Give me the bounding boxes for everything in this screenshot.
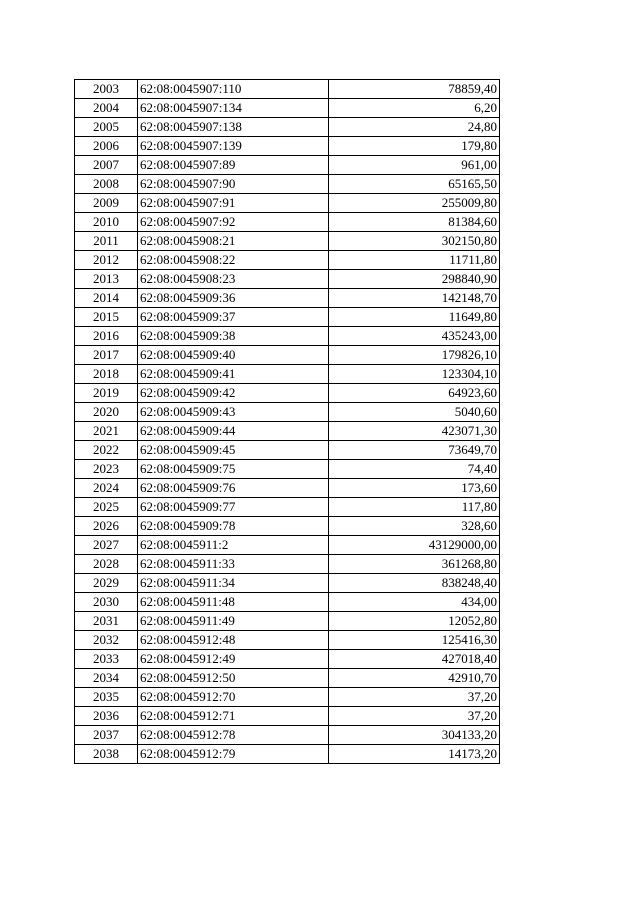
table-row — [75, 726, 500, 745]
row-number-cell: 2019 — [75, 384, 138, 403]
table-row — [75, 346, 500, 365]
value-cell: 125416,30 — [329, 631, 500, 650]
table-row — [75, 517, 500, 536]
value-cell: 179,80 — [329, 137, 500, 156]
cadastral-number-cell: 62:08:0045912:79 — [138, 745, 329, 764]
row-number-cell: 2029 — [75, 574, 138, 593]
table-row — [75, 403, 500, 422]
value-cell: 328,60 — [329, 517, 500, 536]
cadastral-number-cell: 62:08:0045907:89 — [138, 156, 329, 175]
cadastral-number-cell: 62:08:0045908:23 — [138, 270, 329, 289]
table-row — [75, 80, 500, 99]
value-cell: 142148,70 — [329, 289, 500, 308]
value-cell: 5040,60 — [329, 403, 500, 422]
table-row — [75, 536, 500, 555]
table-row — [75, 479, 500, 498]
row-number-cell: 2037 — [75, 726, 138, 745]
cadastral-number-cell: 62:08:0045909:42 — [138, 384, 329, 403]
value-cell: 43129000,00 — [329, 536, 500, 555]
table-row — [75, 270, 500, 289]
table-row — [75, 441, 500, 460]
row-number-cell: 2021 — [75, 422, 138, 441]
cadastral-number-cell: 62:08:0045909:77 — [138, 498, 329, 517]
table-row — [75, 308, 500, 327]
row-number-cell: 2005 — [75, 118, 138, 137]
cadastral-number-cell: 62:08:0045911:48 — [138, 593, 329, 612]
value-cell: 298840,90 — [329, 270, 500, 289]
value-cell: 435243,00 — [329, 327, 500, 346]
cadastral-number-cell: 62:08:0045911:2 — [138, 536, 329, 555]
cadastral-number-cell: 62:08:0045912:78 — [138, 726, 329, 745]
cadastral-number-cell: 62:08:0045912:49 — [138, 650, 329, 669]
table-row — [75, 631, 500, 650]
row-number-cell: 2023 — [75, 460, 138, 479]
cadastral-number-cell: 62:08:0045907:91 — [138, 194, 329, 213]
table-row — [75, 175, 500, 194]
row-number-cell: 2030 — [75, 593, 138, 612]
value-cell: 81384,60 — [329, 213, 500, 232]
value-cell: 961,00 — [329, 156, 500, 175]
value-cell: 304133,20 — [329, 726, 500, 745]
cadastral-number-cell: 62:08:0045907:139 — [138, 137, 329, 156]
table-row — [75, 99, 500, 118]
row-number-cell: 2036 — [75, 707, 138, 726]
value-cell: 423071,30 — [329, 422, 500, 441]
row-number-cell: 2009 — [75, 194, 138, 213]
cadastral-number-cell: 62:08:0045908:21 — [138, 232, 329, 251]
table-row — [75, 460, 500, 479]
row-number-cell: 2028 — [75, 555, 138, 574]
row-number-cell: 2031 — [75, 612, 138, 631]
table-row — [75, 612, 500, 631]
row-number-cell: 2026 — [75, 517, 138, 536]
row-number-cell: 2007 — [75, 156, 138, 175]
cadastral-number-cell: 62:08:0045911:33 — [138, 555, 329, 574]
row-number-cell: 2006 — [75, 137, 138, 156]
cadastral-number-cell: 62:08:0045911:34 — [138, 574, 329, 593]
value-cell: 255009,80 — [329, 194, 500, 213]
value-cell: 24,80 — [329, 118, 500, 137]
cadastral-number-cell: 62:08:0045909:40 — [138, 346, 329, 365]
value-cell: 6,20 — [329, 99, 500, 118]
cadastral-number-cell: 62:08:0045909:78 — [138, 517, 329, 536]
table-row — [75, 213, 500, 232]
row-number-cell: 2013 — [75, 270, 138, 289]
value-cell: 427018,40 — [329, 650, 500, 669]
value-cell: 117,80 — [329, 498, 500, 517]
value-cell: 838248,40 — [329, 574, 500, 593]
table-row — [75, 669, 500, 688]
table-row — [75, 555, 500, 574]
value-cell: 64923,60 — [329, 384, 500, 403]
cadastral-number-cell: 62:08:0045907:92 — [138, 213, 329, 232]
cadastral-number-cell: 62:08:0045909:44 — [138, 422, 329, 441]
cadastral-number-cell: 62:08:0045909:36 — [138, 289, 329, 308]
value-cell: 11711,80 — [329, 251, 500, 270]
row-number-cell: 2033 — [75, 650, 138, 669]
value-cell: 73649,70 — [329, 441, 500, 460]
value-cell: 173,60 — [329, 479, 500, 498]
table-row — [75, 384, 500, 403]
cadastral-number-cell: 62:08:0045907:138 — [138, 118, 329, 137]
row-number-cell: 2020 — [75, 403, 138, 422]
cadastral-number-cell: 62:08:0045911:49 — [138, 612, 329, 631]
cadastral-number-cell: 62:08:0045912:71 — [138, 707, 329, 726]
table-row — [75, 688, 500, 707]
row-number-cell: 2035 — [75, 688, 138, 707]
value-cell: 361268,80 — [329, 555, 500, 574]
table-row — [75, 251, 500, 270]
cadastral-number-cell: 62:08:0045909:76 — [138, 479, 329, 498]
row-number-cell: 2003 — [75, 80, 138, 99]
cadastral-number-cell: 62:08:0045907:134 — [138, 99, 329, 118]
cadastral-value-table — [74, 79, 500, 764]
table-row — [75, 327, 500, 346]
row-number-cell: 2015 — [75, 308, 138, 327]
table-row — [75, 118, 500, 137]
table-row — [75, 365, 500, 384]
table-row — [75, 156, 500, 175]
table-body — [75, 80, 500, 764]
cadastral-number-cell: 62:08:0045909:41 — [138, 365, 329, 384]
row-number-cell: 2027 — [75, 536, 138, 555]
value-cell: 78859,40 — [329, 80, 500, 99]
row-number-cell: 2008 — [75, 175, 138, 194]
value-cell: 74,40 — [329, 460, 500, 479]
value-cell: 65165,50 — [329, 175, 500, 194]
row-number-cell: 2024 — [75, 479, 138, 498]
value-cell: 37,20 — [329, 707, 500, 726]
table-row — [75, 574, 500, 593]
row-number-cell: 2012 — [75, 251, 138, 270]
table-row — [75, 745, 500, 764]
table-row — [75, 194, 500, 213]
cadastral-number-cell: 62:08:0045912:48 — [138, 631, 329, 650]
row-number-cell: 2032 — [75, 631, 138, 650]
value-cell: 11649,80 — [329, 308, 500, 327]
row-number-cell: 2017 — [75, 346, 138, 365]
cadastral-number-cell: 62:08:0045909:43 — [138, 403, 329, 422]
row-number-cell: 2011 — [75, 232, 138, 251]
value-cell: 37,20 — [329, 688, 500, 707]
table-row — [75, 707, 500, 726]
table-row — [75, 422, 500, 441]
value-cell: 12052,80 — [329, 612, 500, 631]
row-number-cell: 2014 — [75, 289, 138, 308]
value-cell: 14173,20 — [329, 745, 500, 764]
cadastral-number-cell: 62:08:0045909:75 — [138, 460, 329, 479]
value-cell: 42910,70 — [329, 669, 500, 688]
table-row — [75, 498, 500, 517]
table-row — [75, 289, 500, 308]
value-cell: 434,00 — [329, 593, 500, 612]
table-row — [75, 593, 500, 612]
cadastral-number-cell: 62:08:0045908:22 — [138, 251, 329, 270]
cadastral-number-cell: 62:08:0045909:37 — [138, 308, 329, 327]
row-number-cell: 2016 — [75, 327, 138, 346]
cadastral-number-cell: 62:08:0045907:110 — [138, 80, 329, 99]
table-row — [75, 232, 500, 251]
cadastral-number-cell: 62:08:0045912:70 — [138, 688, 329, 707]
row-number-cell: 2010 — [75, 213, 138, 232]
row-number-cell: 2022 — [75, 441, 138, 460]
cadastral-number-cell: 62:08:0045909:38 — [138, 327, 329, 346]
table-row — [75, 650, 500, 669]
cadastral-number-cell: 62:08:0045907:90 — [138, 175, 329, 194]
row-number-cell: 2018 — [75, 365, 138, 384]
value-cell: 179826,10 — [329, 346, 500, 365]
value-cell: 123304,10 — [329, 365, 500, 384]
row-number-cell: 2038 — [75, 745, 138, 764]
row-number-cell: 2034 — [75, 669, 138, 688]
value-cell: 302150,80 — [329, 232, 500, 251]
row-number-cell: 2025 — [75, 498, 138, 517]
cadastral-number-cell: 62:08:0045909:45 — [138, 441, 329, 460]
table-row — [75, 137, 500, 156]
row-number-cell: 2004 — [75, 99, 138, 118]
cadastral-number-cell: 62:08:0045912:50 — [138, 669, 329, 688]
